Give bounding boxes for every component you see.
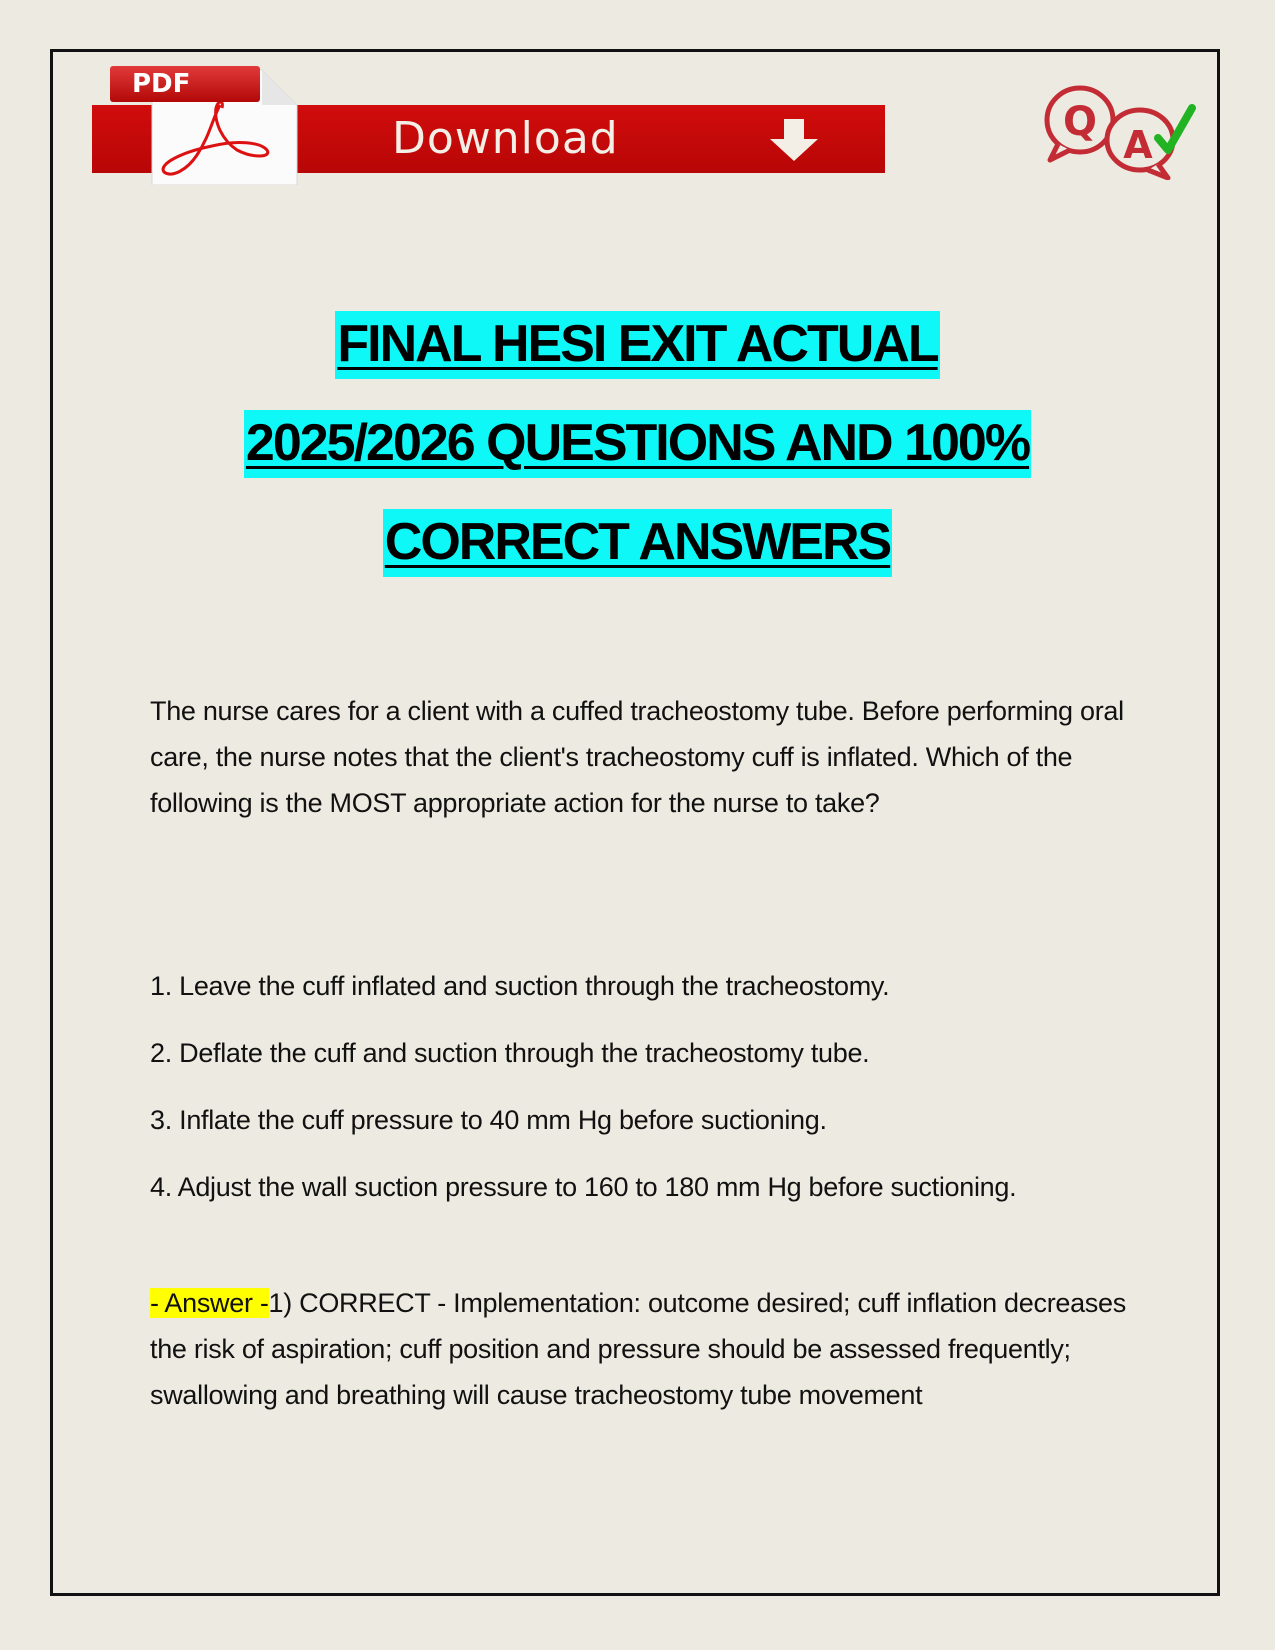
q-letter: Q bbox=[1062, 99, 1098, 145]
option-3: 3. Inflate the cuff pressure to 40 mm Hg before suctioning. bbox=[150, 1105, 827, 1135]
download-label: Download bbox=[392, 113, 619, 164]
qa-logo-icon bbox=[1040, 80, 1210, 180]
arrow-down-icon bbox=[764, 117, 824, 163]
pdf-file-icon bbox=[92, 60, 312, 185]
answer-text: 1) CORRECT - Implementation: outcome desired; cuff inflation decreases the risk of aspiration; cuff position and pressure should be assessed frequently; swallowing and breathing will cause tracheostomy tube movement bbox=[150, 1288, 1126, 1410]
a-letter: A bbox=[1123, 123, 1153, 167]
answer-label: - Answer - bbox=[150, 1288, 269, 1318]
title-line-1 bbox=[0, 314, 1275, 374]
option-1: 1. Leave the cuff inflated and suction through the tracheostomy. bbox=[150, 971, 890, 1001]
title-text-3: CORRECT ANSWERS bbox=[383, 509, 892, 577]
question-text: The nurse cares for a client with a cuffed tracheostomy tube. Before performing oral care, the nurse notes that the client's tracheostomy cuff is inflated. Which of the following is the MOST appropriate action for the nurse to take? bbox=[150, 696, 1124, 818]
option-2: 2. Deflate the cuff and suction through the tracheostomy tube. bbox=[150, 1038, 870, 1068]
title-text-1: FINAL HESI EXIT ACTUAL bbox=[335, 311, 939, 379]
title-text-2: 2025/2026 QUESTIONS AND 100% bbox=[244, 410, 1031, 478]
answer-block bbox=[150, 1280, 1140, 1418]
title-line-3 bbox=[0, 512, 1275, 572]
option-4: 4. Adjust the wall suction pressure to 160 to 180 mm Hg before suctioning. bbox=[150, 1172, 1017, 1202]
title-line-2 bbox=[0, 413, 1275, 473]
pdf-label: PDF bbox=[110, 66, 260, 102]
